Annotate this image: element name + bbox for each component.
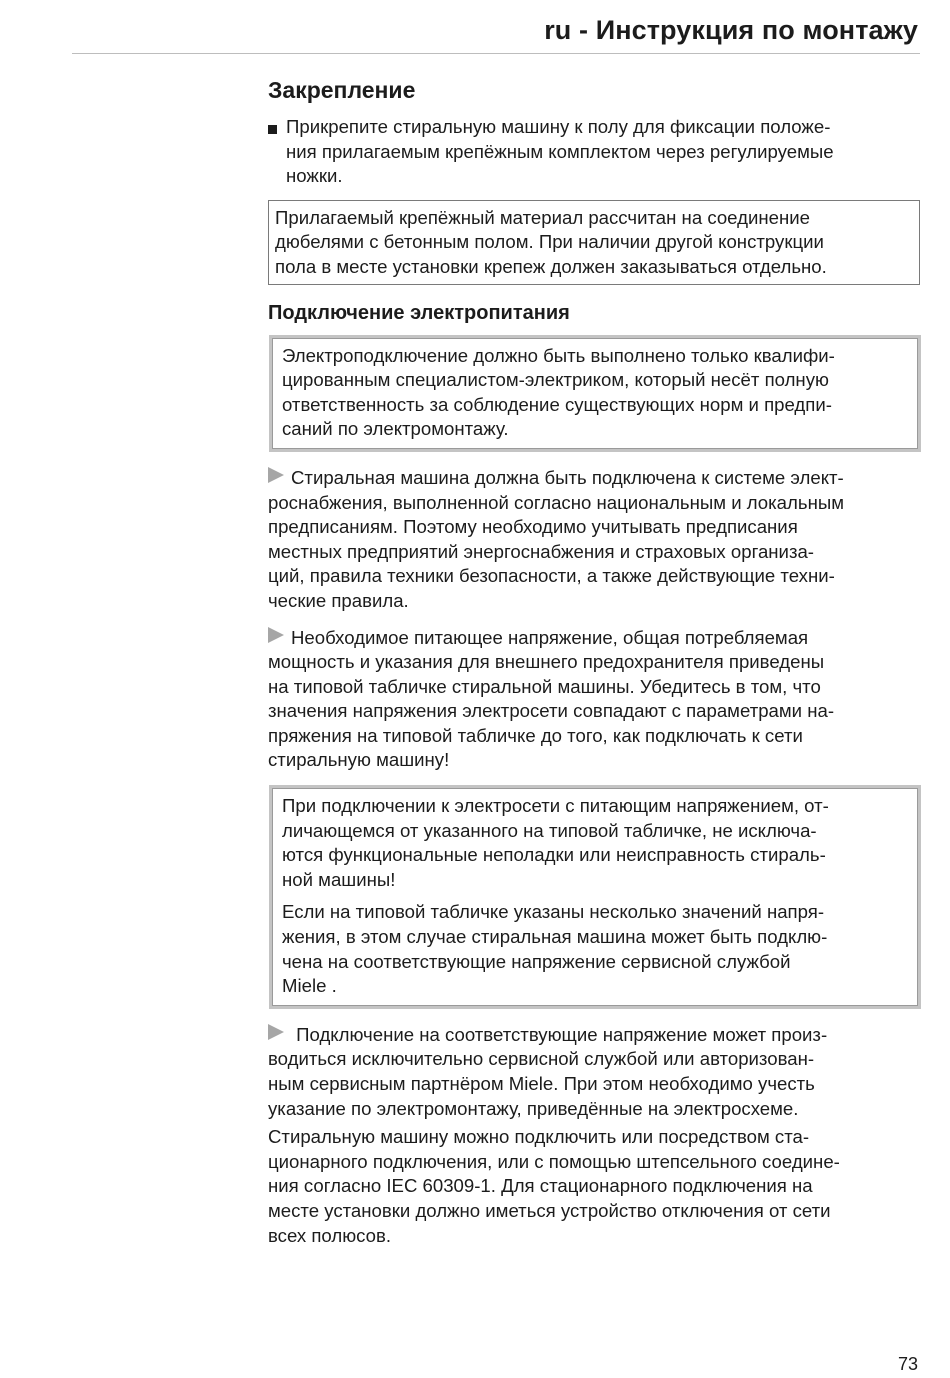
warning-text: Электроподключение должно быть выполнено только квалифи- цированным специалистом-электриком, который несёт полную ответственность за соблюдение существующих норм и предпи- саний по электромонтажу. (282, 344, 835, 440)
warning-text: При подключении к электросети с питающим напряжением, от- личающемся от указанного на типовой табличке, не исключа- ются функциональные неполадки или неисправность стираль- ной машины! (282, 795, 829, 890)
square-bullet-icon (268, 125, 277, 134)
warning-text: Если на типовой табличке указаны несколько значений напря- жения, в этом случае стиральная машина может быть подклю- чена на соответствующие напряжение сервисной службой Miele . (282, 901, 828, 997)
bullet-text: Прикрепите стиральную машину к полу для фиксации положе- ния прилагаемым крепёжным комплектом через регулируемые ножки. (286, 116, 834, 187)
triangle-arrow-icon (268, 467, 284, 483)
action-text: Подключение на соответствующие напряжение может произ- водиться исключительно сервисной службой или авторизован- ным сервисным партнёром Miele. При этом необходимо учесть указание по электромонтажу, приведённые на электросхеме. (268, 1023, 828, 1119)
page-number: 73 (897, 1354, 918, 1374)
info-note-text: Прилагаемый крепёжный материал рассчитан на соединение дюбелями с бетонным полом. При наличии другой конструкции пола в месте установки крепеж должен заказываться отдельно. (275, 206, 827, 277)
triangle-arrow-icon (268, 627, 284, 643)
info-note-box (268, 200, 920, 285)
page-header (72, 0, 920, 54)
warning-box (269, 335, 921, 452)
section-heading-fixing: Закрепление (268, 77, 416, 103)
action-text: Необходимое питающее напряжение, общая потребляемая мощность и указания для внешнего предохранителя приведены на типовой табличке стиральной машины. Убедитесь в том, что значения напряжения электросети совпадают с параметрами на- пряжения на типовой табличке до того, как подключать к сети стиральную машину! (268, 626, 835, 771)
action-item (268, 1023, 920, 1121)
action-item (268, 626, 920, 774)
body-paragraph: Стиральную машину можно подключить или посредством ста- ционарного подключения, или с помощью штепсельного соедине- ния согласно IEC 60309-1. Для стационарного подключения на месте установки должно иметься устройство отключения от сети всех полюсов. (268, 1126, 840, 1246)
warning-box (269, 785, 921, 1009)
action-item (268, 466, 920, 614)
section-heading-power: Подключение электропитания (268, 301, 570, 324)
action-text: Стиральная машина должна быть подключена к системе элект- роснабжения, выполненной согласно национальным и локальным предписаниям. Поэтому необходимо учитывать предписания местных предприятий энергоснабжения и страховых организа- ций, правила техники безопасности, а также действующие техни- ческие правила. (268, 466, 844, 611)
page-header-title: ru - Инструкция по монтажу (544, 15, 918, 45)
triangle-arrow-icon (268, 1024, 284, 1040)
bullet-item (268, 115, 920, 189)
page-content (268, 70, 920, 1248)
